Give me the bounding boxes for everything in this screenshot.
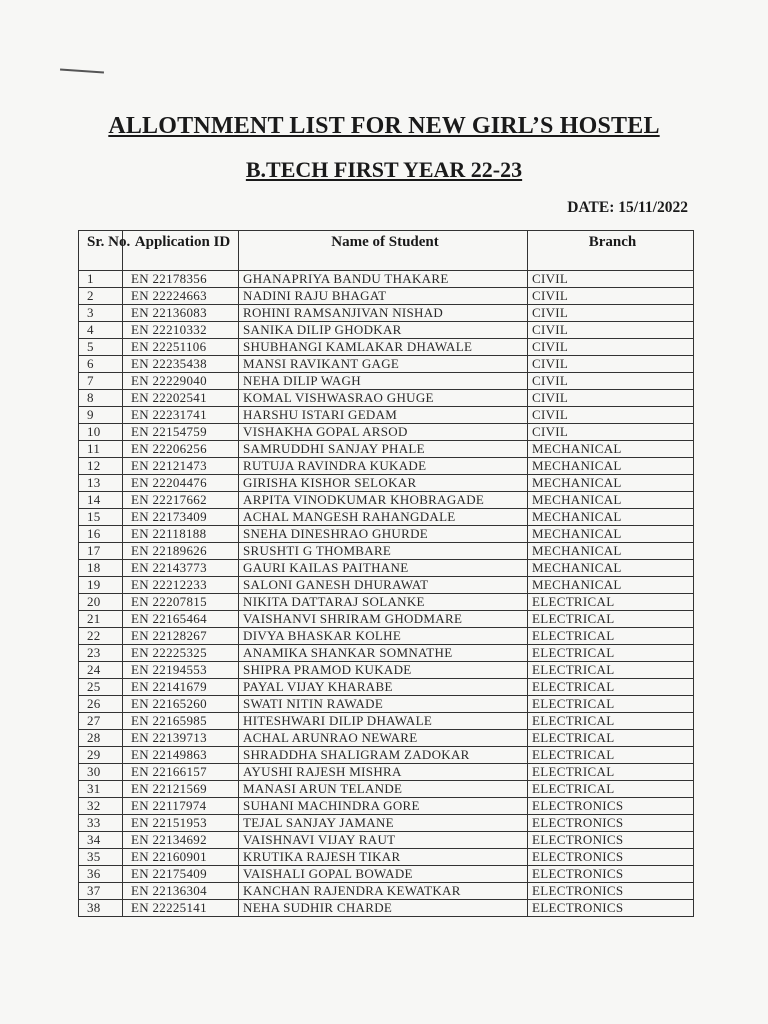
table-row <box>79 628 694 645</box>
cell-application-id: EN 22118188 <box>123 526 239 543</box>
column-header-application-id: Application ID <box>123 231 239 271</box>
table-row <box>79 288 694 305</box>
cell-application-id: EN 22217662 <box>123 492 239 509</box>
cell-application-id: EN 22141679 <box>123 679 239 696</box>
document-subtitle: B.TECH FIRST YEAR 22-23 <box>245 157 523 182</box>
table-row <box>79 866 694 883</box>
cell-sr-no: 19 <box>79 577 123 594</box>
cell-branch: ELECTRICAL <box>528 662 694 679</box>
cell-application-id: EN 22121569 <box>123 781 239 798</box>
column-header-name: Name of Student <box>239 231 528 271</box>
cell-branch: CIVIL <box>528 356 694 373</box>
cell-application-id: EN 22139713 <box>123 730 239 747</box>
cell-application-id: EN 22202541 <box>123 390 239 407</box>
cell-sr-no: 6 <box>79 356 123 373</box>
table-row <box>79 475 694 492</box>
cell-student-name: SHUBHANGI KAMLAKAR DHAWALE <box>239 339 528 356</box>
cell-sr-no: 3 <box>79 305 123 322</box>
cell-student-name: MANASI ARUN TELANDE <box>239 781 528 798</box>
cell-branch: ELECTRICAL <box>528 696 694 713</box>
cell-sr-no: 27 <box>79 713 123 730</box>
cell-student-name: VAISHNAVI VIJAY RAUT <box>239 832 528 849</box>
cell-branch: MECHANICAL <box>528 509 694 526</box>
cell-sr-no: 5 <box>79 339 123 356</box>
cell-student-name: SALONI GANESH DHURAWAT <box>239 577 528 594</box>
cell-application-id: EN 22136083 <box>123 305 239 322</box>
table-row <box>79 305 694 322</box>
cell-application-id: EN 22128267 <box>123 628 239 645</box>
table-row <box>79 543 694 560</box>
cell-student-name: HITESHWARI DILIP DHAWALE <box>239 713 528 730</box>
table-header-row <box>79 231 694 271</box>
cell-branch: ELECTRONICS <box>528 866 694 883</box>
table-row <box>79 577 694 594</box>
cell-application-id: EN 22225325 <box>123 645 239 662</box>
cell-sr-no: 10 <box>79 424 123 441</box>
table-row <box>79 339 694 356</box>
cell-branch: ELECTRICAL <box>528 611 694 628</box>
cell-branch: CIVIL <box>528 390 694 407</box>
cell-branch: CIVIL <box>528 271 694 288</box>
cell-sr-no: 26 <box>79 696 123 713</box>
cell-branch: ELECTRONICS <box>528 832 694 849</box>
cell-application-id: EN 22204476 <box>123 475 239 492</box>
cell-student-name: AYUSHI RAJESH MISHRA <box>239 764 528 781</box>
cell-application-id: EN 22117974 <box>123 798 239 815</box>
cell-application-id: EN 22178356 <box>123 271 239 288</box>
scan-mark <box>60 68 104 73</box>
cell-application-id: EN 22231741 <box>123 407 239 424</box>
cell-sr-no: 37 <box>79 883 123 900</box>
table-row <box>79 271 694 288</box>
cell-sr-no: 16 <box>79 526 123 543</box>
cell-student-name: NIKITA DATTARAJ SOLANKE <box>239 594 528 611</box>
cell-sr-no: 18 <box>79 560 123 577</box>
table-row <box>79 509 694 526</box>
cell-student-name: GAURI KAILAS PAITHANE <box>239 560 528 577</box>
cell-branch: ELECTRONICS <box>528 900 694 917</box>
cell-application-id: EN 22207815 <box>123 594 239 611</box>
table-row <box>79 832 694 849</box>
cell-student-name: SHRADDHA SHALIGRAM ZADOKAR <box>239 747 528 764</box>
cell-application-id: EN 22136304 <box>123 883 239 900</box>
table-row <box>79 594 694 611</box>
cell-student-name: VISHAKHA GOPAL ARSOD <box>239 424 528 441</box>
cell-branch: ELECTRICAL <box>528 594 694 611</box>
cell-application-id: EN 22165985 <box>123 713 239 730</box>
cell-student-name: SRUSHTI G THOMBARE <box>239 543 528 560</box>
cell-application-id: EN 22143773 <box>123 560 239 577</box>
cell-student-name: ACHAL MANGESH RAHANGDALE <box>239 509 528 526</box>
cell-branch: CIVIL <box>528 322 694 339</box>
cell-branch: CIVIL <box>528 305 694 322</box>
cell-application-id: EN 22151953 <box>123 815 239 832</box>
cell-application-id: EN 22251106 <box>123 339 239 356</box>
cell-sr-no: 9 <box>79 407 123 424</box>
table-row <box>79 815 694 832</box>
cell-branch: CIVIL <box>528 424 694 441</box>
cell-sr-no: 38 <box>79 900 123 917</box>
cell-sr-no: 1 <box>79 271 123 288</box>
cell-sr-no: 2 <box>79 288 123 305</box>
column-header-branch: Branch <box>528 231 694 271</box>
cell-branch: ELECTRICAL <box>528 747 694 764</box>
cell-student-name: PAYAL VIJAY KHARABE <box>239 679 528 696</box>
cell-branch: ELECTRICAL <box>528 730 694 747</box>
allotment-table <box>78 230 694 917</box>
cell-sr-no: 28 <box>79 730 123 747</box>
cell-application-id: EN 22212233 <box>123 577 239 594</box>
cell-sr-no: 11 <box>79 441 123 458</box>
table-row <box>79 662 694 679</box>
cell-sr-no: 25 <box>79 679 123 696</box>
cell-student-name: KOMAL VISHWASRAO GHUGE <box>239 390 528 407</box>
cell-application-id: EN 22149863 <box>123 747 239 764</box>
table-row <box>79 441 694 458</box>
table-row <box>79 424 694 441</box>
cell-sr-no: 21 <box>79 611 123 628</box>
cell-branch: ELECTRICAL <box>528 713 694 730</box>
cell-student-name: ANAMIKA SHANKAR SOMNATHE <box>239 645 528 662</box>
cell-sr-no: 30 <box>79 764 123 781</box>
cell-student-name: NADINI RAJU BHAGAT <box>239 288 528 305</box>
cell-student-name: KRUTIKA RAJESH TIKAR <box>239 849 528 866</box>
cell-student-name: SNEHA DINESHRAO GHURDE <box>239 526 528 543</box>
table-row <box>79 526 694 543</box>
cell-application-id: EN 22121473 <box>123 458 239 475</box>
table-row <box>79 322 694 339</box>
cell-branch: ELECTRONICS <box>528 798 694 815</box>
cell-branch: ELECTRONICS <box>528 849 694 866</box>
cell-branch: ELECTRICAL <box>528 645 694 662</box>
cell-application-id: EN 22134692 <box>123 832 239 849</box>
table-row <box>79 458 694 475</box>
cell-application-id: EN 22175409 <box>123 866 239 883</box>
table-row <box>79 696 694 713</box>
cell-sr-no: 15 <box>79 509 123 526</box>
cell-sr-no: 7 <box>79 373 123 390</box>
cell-student-name: VAISHALI GOPAL BOWADE <box>239 866 528 883</box>
cell-sr-no: 13 <box>79 475 123 492</box>
cell-application-id: EN 22189626 <box>123 543 239 560</box>
cell-sr-no: 33 <box>79 815 123 832</box>
table-row <box>79 713 694 730</box>
cell-sr-no: 20 <box>79 594 123 611</box>
table-row <box>79 611 694 628</box>
table-row <box>79 764 694 781</box>
document-title: ALLOTNMENT LIST FOR NEW GIRL’S HOSTEL <box>108 113 660 139</box>
cell-branch: ELECTRONICS <box>528 815 694 832</box>
cell-application-id: EN 22165464 <box>123 611 239 628</box>
cell-student-name: ARPITA VINODKUMAR KHOBRAGADE <box>239 492 528 509</box>
table-row <box>79 407 694 424</box>
cell-branch: CIVIL <box>528 339 694 356</box>
cell-sr-no: 29 <box>79 747 123 764</box>
cell-student-name: SWATI NITIN RAWADE <box>239 696 528 713</box>
cell-sr-no: 4 <box>79 322 123 339</box>
cell-sr-no: 17 <box>79 543 123 560</box>
cell-student-name: GHANAPRIYA BANDU THAKARE <box>239 271 528 288</box>
cell-sr-no: 32 <box>79 798 123 815</box>
table-row <box>79 679 694 696</box>
cell-sr-no: 14 <box>79 492 123 509</box>
table-row <box>79 492 694 509</box>
table-row <box>79 883 694 900</box>
cell-application-id: EN 22160901 <box>123 849 239 866</box>
cell-branch: MECHANICAL <box>528 458 694 475</box>
cell-branch: MECHANICAL <box>528 543 694 560</box>
cell-sr-no: 35 <box>79 849 123 866</box>
cell-branch: CIVIL <box>528 373 694 390</box>
cell-branch: MECHANICAL <box>528 441 694 458</box>
table-row <box>79 781 694 798</box>
cell-sr-no: 8 <box>79 390 123 407</box>
cell-student-name: SAMRUDDHI SANJAY PHALE <box>239 441 528 458</box>
table-row <box>79 849 694 866</box>
table-row <box>79 645 694 662</box>
cell-student-name: SHIPRA PRAMOD KUKADE <box>239 662 528 679</box>
cell-sr-no: 36 <box>79 866 123 883</box>
cell-application-id: EN 22235438 <box>123 356 239 373</box>
cell-student-name: HARSHU ISTARI GEDAM <box>239 407 528 424</box>
cell-student-name: DIVYA BHASKAR KOLHE <box>239 628 528 645</box>
cell-application-id: EN 22166157 <box>123 764 239 781</box>
cell-student-name: SANIKA DILIP GHODKAR <box>239 322 528 339</box>
cell-sr-no: 31 <box>79 781 123 798</box>
cell-student-name: ROHINI RAMSANJIVAN NISHAD <box>239 305 528 322</box>
cell-student-name: TEJAL SANJAY JAMANE <box>239 815 528 832</box>
cell-branch: MECHANICAL <box>528 577 694 594</box>
cell-student-name: VAISHANVI SHRIRAM GHODMARE <box>239 611 528 628</box>
cell-branch: MECHANICAL <box>528 475 694 492</box>
cell-application-id: EN 22225141 <box>123 900 239 917</box>
cell-branch: ELECTRICAL <box>528 628 694 645</box>
cell-application-id: EN 22224663 <box>123 288 239 305</box>
cell-student-name: GIRISHA KISHOR SELOKAR <box>239 475 528 492</box>
document-date: DATE: 15/11/2022 <box>567 199 688 216</box>
cell-sr-no: 12 <box>79 458 123 475</box>
cell-branch: CIVIL <box>528 288 694 305</box>
cell-student-name: NEHA SUDHIR CHARDE <box>239 900 528 917</box>
cell-application-id: EN 22165260 <box>123 696 239 713</box>
cell-branch: MECHANICAL <box>528 560 694 577</box>
cell-student-name: ACHAL ARUNRAO NEWARE <box>239 730 528 747</box>
cell-branch: MECHANICAL <box>528 526 694 543</box>
cell-branch: CIVIL <box>528 407 694 424</box>
cell-sr-no: 24 <box>79 662 123 679</box>
cell-student-name: SUHANI MACHINDRA GORE <box>239 798 528 815</box>
cell-branch: ELECTRICAL <box>528 781 694 798</box>
cell-application-id: EN 22229040 <box>123 373 239 390</box>
cell-branch: ELECTRONICS <box>528 883 694 900</box>
cell-application-id: EN 22154759 <box>123 424 239 441</box>
cell-application-id: EN 22194553 <box>123 662 239 679</box>
table-row <box>79 798 694 815</box>
table-row <box>79 373 694 390</box>
cell-sr-no: 34 <box>79 832 123 849</box>
cell-sr-no: 22 <box>79 628 123 645</box>
cell-student-name: RUTUJA RAVINDRA KUKADE <box>239 458 528 475</box>
table-row <box>79 900 694 917</box>
table-row <box>79 730 694 747</box>
cell-application-id: EN 22210332 <box>123 322 239 339</box>
table-body <box>79 271 694 917</box>
cell-branch: MECHANICAL <box>528 492 694 509</box>
cell-student-name: NEHA DILIP WAGH <box>239 373 528 390</box>
cell-application-id: EN 22173409 <box>123 509 239 526</box>
table-row <box>79 390 694 407</box>
cell-student-name: MANSI RAVIKANT GAGE <box>239 356 528 373</box>
cell-sr-no: 23 <box>79 645 123 662</box>
cell-branch: ELECTRICAL <box>528 764 694 781</box>
table-row <box>79 560 694 577</box>
cell-application-id: EN 22206256 <box>123 441 239 458</box>
cell-student-name: KANCHAN RAJENDRA KEWATKAR <box>239 883 528 900</box>
column-header-sr-no: Sr. No. <box>79 231 123 271</box>
cell-branch: ELECTRICAL <box>528 679 694 696</box>
table-row <box>79 747 694 764</box>
table-row <box>79 356 694 373</box>
